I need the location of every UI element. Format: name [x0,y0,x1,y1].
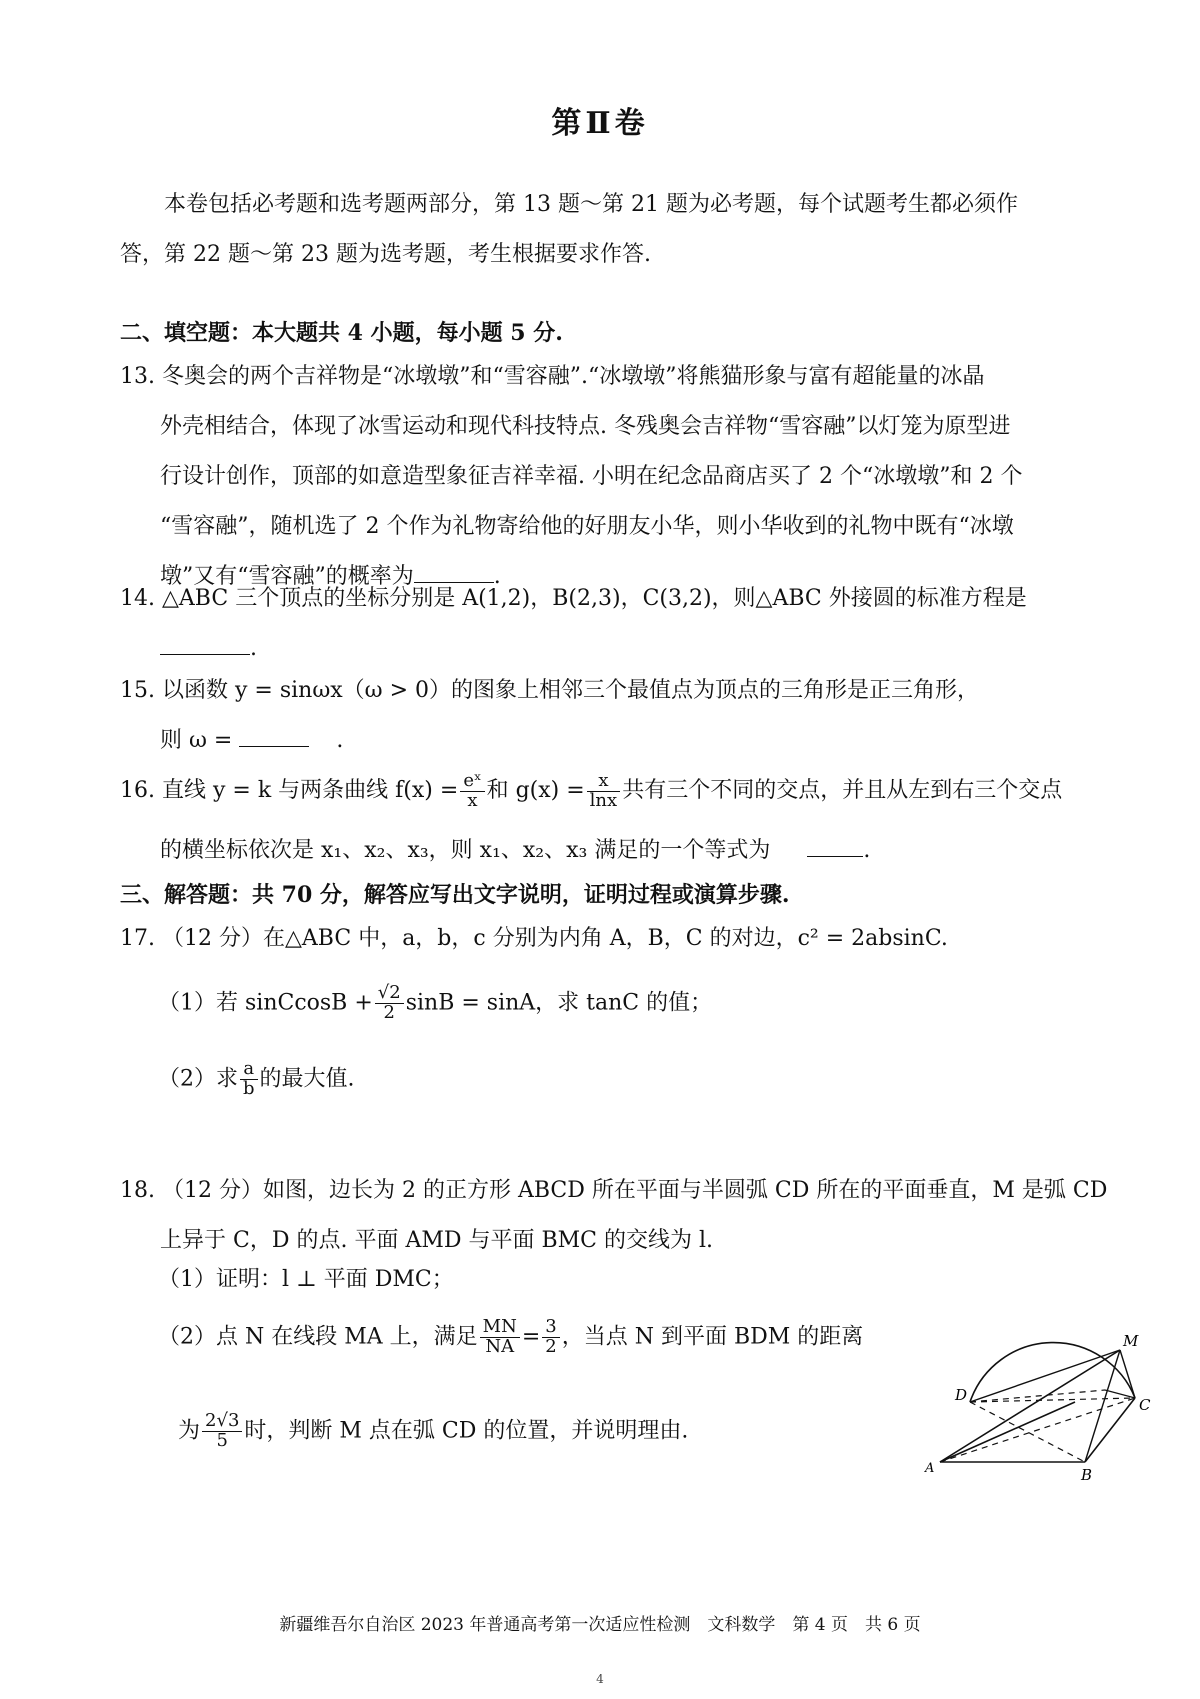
q18-line-1: （12 分）如图，边长为 2 的正方形 ABCD 所在平面与半圆弧 CD 所在的平面垂直，M 是弧 CD [162,1178,1108,1203]
edge-c-short [1105,1390,1135,1398]
fraction-numerator: MN [480,1318,520,1338]
equals-sign: = [521,1324,541,1350]
q18-p2-pre: （2）点 N 在线段 MA 上，满足 [158,1324,478,1350]
intro-paragraph [120,180,1150,280]
edge-a-d [940,1402,1075,1462]
q18-part-2 [158,1318,863,1357]
fraction-numerator: x [587,772,621,792]
q15-end: . [336,728,344,753]
q16-line-2-text: 的横坐标依次是 x₁、x₂、x₃，则 x₁、x₂、x₃ 满足的一个等式为 [160,838,771,863]
q18-line-2: 上异于 C，D 的点. 平面 AMD 与平面 BMC 的交线为 l. [160,1228,714,1253]
q15-line-1: 以函数 y = sinωx（ω > 0）的图象上相邻三个最值点为顶点的三角形是正三角形， [162,678,980,703]
fraction-numerator: eˣ [460,772,484,792]
fraction-denominator: x [467,789,478,811]
fraction-numerator: 3 [542,1318,559,1338]
q17-p1-pre: （1）若 sinCcosB + [158,990,373,1016]
fraction-f [460,769,484,811]
q13-end: . [493,564,501,589]
q17-p2-post: 的最大值. [259,1066,355,1092]
question-13 [120,352,1150,602]
answer-blank [239,726,309,747]
q18-p2-post: ，当点 N 到平面 BDM 的距离 [561,1324,864,1350]
q18-p3-post: 时，判断 M 点在弧 CD 的位置，并说明理由. [244,1418,689,1444]
q16-end: . [863,838,871,863]
q17-part-2 [158,1060,355,1099]
answer-blank [160,634,250,655]
intro-line-2: 答，第 22 题～第 23 题为选考题，考生根据要求作答. [120,242,651,267]
fraction-a-over-b [240,1060,258,1099]
question-number: 15. [120,678,155,703]
question-number: 13. [120,364,155,389]
q13-line-4: “雪容融”，随机选了 2 个作为礼物寄给他的好朋友小华，则小华收到的礼物中既有“冰墩 [160,514,1014,539]
fraction-3-over-2 [542,1318,559,1357]
intro-line-1: 本卷包括必考题和选考题两部分，第 13 题～第 21 题为必考题，每个试题考生都必须作 [164,192,1018,217]
q17-text: （12 分）在△ABC 中，a，b，c 分别为内角 A，B，C 的对边，c² = 2absinC. [162,926,948,951]
question-number: 18. [120,1178,155,1203]
q15-line-2 [120,716,1150,766]
fraction-denominator: 2 [545,1335,557,1357]
q14-end: . [250,636,257,661]
geometry-figure [895,1320,1155,1520]
fraction-denominator: 2 [383,1001,395,1023]
page-number: 4 [596,1672,604,1686]
q15-line-2-text: 则 ω = [160,728,233,753]
fraction-numerator: √2 [375,984,404,1004]
fraction-denominator: 5 [216,1429,228,1451]
question-number: 17. [120,926,155,951]
section-solutions-heading: 三、解答题：共 70 分，解答应写出文字说明，证明过程或演算步骤. [120,882,790,908]
answer-blank [807,836,863,857]
question-17 [120,914,1150,964]
segment-a-m [940,1350,1120,1462]
page-title: 第Ⅱ卷 [551,106,649,141]
label-a: A [925,1461,935,1476]
edge-b-c [1085,1398,1135,1462]
fraction-denominator: lnx [589,789,618,811]
q16-continuation [120,826,1150,876]
segment-d-m [970,1350,1120,1402]
q16-pre: 直线 y = k 与两条曲线 f(x) = [162,778,459,803]
q13-line-2: 外壳相结合，体现了冰雪运动和现代科技特点. 冬残奥会吉祥物“雪容融”以灯笼为原型进 [160,414,1011,439]
q13-line-3: 行设计创作，顶部的如意造型象征吉祥幸福. 小明在纪念品商店买了 2 个“冰墩墩”和 2 个 [160,464,1023,489]
label-m: M [1123,1332,1139,1350]
fraction-sqrt2-over-2 [375,984,404,1023]
q16-mid: 和 g(x) = [486,778,585,803]
fraction-denominator: b [243,1077,255,1099]
question-16 [120,766,1150,816]
q16-post: 共有三个不同的交点，并且从左到右三个交点 [622,778,1063,803]
q17-p2-pre: （2）求 [158,1066,238,1092]
fraction-denominator: NA [485,1335,515,1357]
label-d: D [955,1386,968,1404]
segment-c-m [1120,1350,1135,1398]
q16-line-2 [120,826,1150,876]
q17-part-1 [158,984,712,1023]
fraction-numerator: 2√3 [202,1412,242,1432]
question-14 [120,574,1150,674]
fraction-g [587,769,621,811]
segment-b-m [1085,1350,1120,1462]
fraction-2sqrt3-over-5 [202,1412,242,1451]
q18-p3-pre: 为 [178,1418,201,1444]
q18-part-2-continued [178,1412,688,1451]
question-number: 14. [120,586,155,611]
q14-text: △ABC 三个顶点的坐标分别是 A(1,2)，B(2,3)，C(3,2)，则△ABC 外接圆的标准方程是 [162,586,1027,611]
q13-line-5-text: 墩”又有“雪容融”的概率为 [160,564,414,589]
label-c: C [1139,1396,1151,1414]
q18-part-1: （1）证明：l ⊥ 平面 DMC； [158,1267,454,1292]
q17-p1-post: sinB = sinA，求 tanC 的值； [405,990,713,1016]
fraction-mn-over-na [480,1318,520,1357]
label-b: B [1081,1466,1093,1484]
diagonal-a-c [940,1398,1135,1462]
question-15 [120,666,1150,766]
q13-line-1: 冬奥会的两个吉祥物是“冰墩墩”和“雪容融”.“冰墩墩”将熊猫形象与富有超能量的冰晶 [162,364,985,389]
question-18 [120,1166,1150,1266]
page-footer: 新疆维吾尔自治区 2023 年普通高考第一次适应性检测 文科数学 第 4 页 共 6 页 [279,1615,921,1635]
fraction-numerator: a [240,1060,258,1080]
section-fill-in-heading: 二、填空题：本大题共 4 小题，每小题 5 分. [120,320,563,346]
question-number: 16. [120,778,155,803]
